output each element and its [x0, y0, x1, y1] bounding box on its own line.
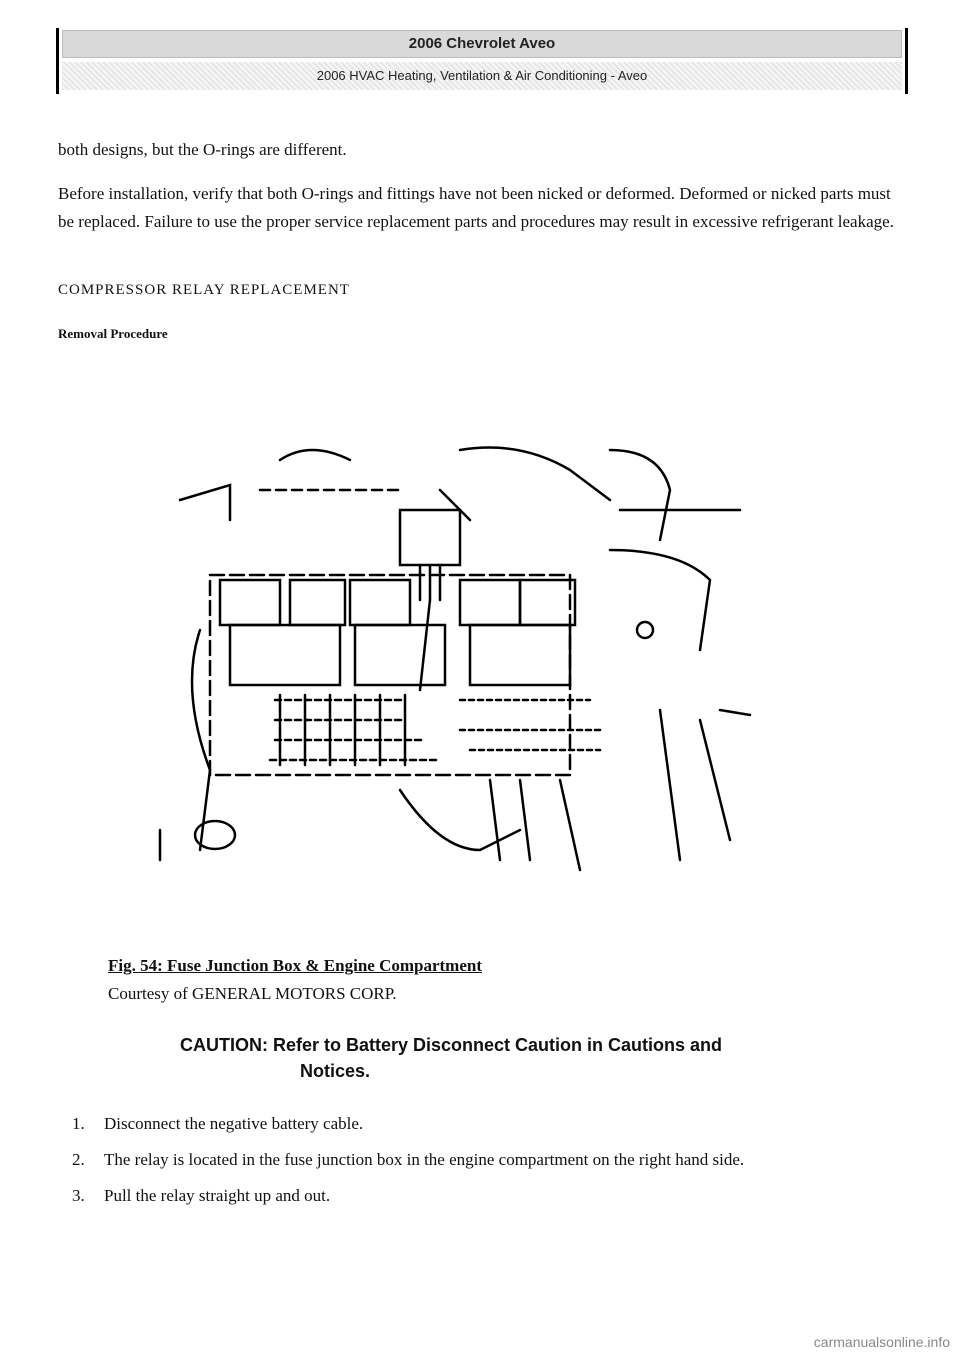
step-text: Disconnect the negative battery cable.: [104, 1114, 364, 1133]
cable-line: [560, 780, 580, 870]
header-subtitle: 2006 HVAC Heating, Ventilation & Air Conditioning - Aveo: [62, 62, 902, 90]
caution-line-1: CAUTION: Refer to Battery Disconnect Caution in Cautions and: [180, 1035, 723, 1055]
figure-caption-title: Fig. 54: Fuse Junction Box & Engine Compartment: [108, 956, 482, 975]
section-title: COMPRESSOR RELAY REPLACEMENT: [58, 282, 350, 298]
relay-pins: [420, 565, 440, 600]
fuse-junction-box-illustration: [140, 430, 760, 880]
fuse-row: [460, 700, 600, 750]
step-item: [58, 1110, 898, 1138]
relay-slot: [350, 580, 410, 625]
cable-line: [192, 630, 210, 850]
footer-watermark: carmanualsonline.info: [813, 1334, 950, 1350]
step-item: [58, 1146, 898, 1174]
hose-line: [460, 448, 610, 501]
step-number: 3.: [72, 1186, 85, 1205]
body-paragraph-2: Before installation, verify that both O-rings and fittings have not been nicked or deformed. Deformed or nicked parts must be replaced. Failure to use the proper service replacement parts and procedures may result in excessive refrigerant leakage.: [58, 184, 894, 231]
relay-slot: [460, 580, 520, 625]
hose-line: [280, 450, 350, 460]
header-left-rule: [56, 28, 59, 94]
relay-block: [355, 625, 445, 685]
body-line-1: both designs, but the O-rings are different.: [58, 140, 347, 159]
cable-line: [490, 780, 530, 860]
bracket-line: [180, 485, 230, 520]
relay-slot: [290, 580, 345, 625]
step-text: Pull the relay straight up and out.: [104, 1186, 331, 1205]
engine-compartment-drawing: [140, 430, 760, 880]
hose-line: [610, 450, 670, 540]
relay-slot: [220, 580, 280, 625]
cable-line: [720, 710, 750, 715]
caution-line-2: Notices.: [300, 1061, 371, 1081]
step-item: [58, 1182, 898, 1210]
page-header: [56, 28, 908, 94]
subsection-title: Removal Procedure: [58, 326, 168, 341]
relay-block: [470, 625, 570, 685]
relay-block: [230, 625, 340, 685]
relay-leader-line: [420, 600, 430, 690]
step-number: 1.: [72, 1114, 85, 1133]
step-number: 2.: [72, 1150, 85, 1169]
step-text: The relay is located in the fuse junction box in the engine compartment on the right hand side.: [104, 1150, 745, 1169]
caution-notice: [180, 1032, 880, 1084]
cable-line: [440, 490, 470, 520]
fuse-junction-box: [210, 575, 570, 775]
removal-steps: [58, 1110, 898, 1218]
cable-line: [400, 790, 520, 850]
header-right-rule: [905, 28, 908, 94]
relay-slot: [520, 580, 575, 625]
header-title: 2006 Chevrolet Aveo: [62, 30, 902, 58]
compressor-relay: [400, 510, 460, 565]
cable-line: [660, 710, 730, 860]
figure-caption-credit: Courtesy of GENERAL MOTORS CORP.: [108, 984, 397, 1003]
bolt-circle: [637, 622, 653, 638]
cable-line: [610, 550, 710, 650]
fuse-dividers: [280, 695, 405, 765]
